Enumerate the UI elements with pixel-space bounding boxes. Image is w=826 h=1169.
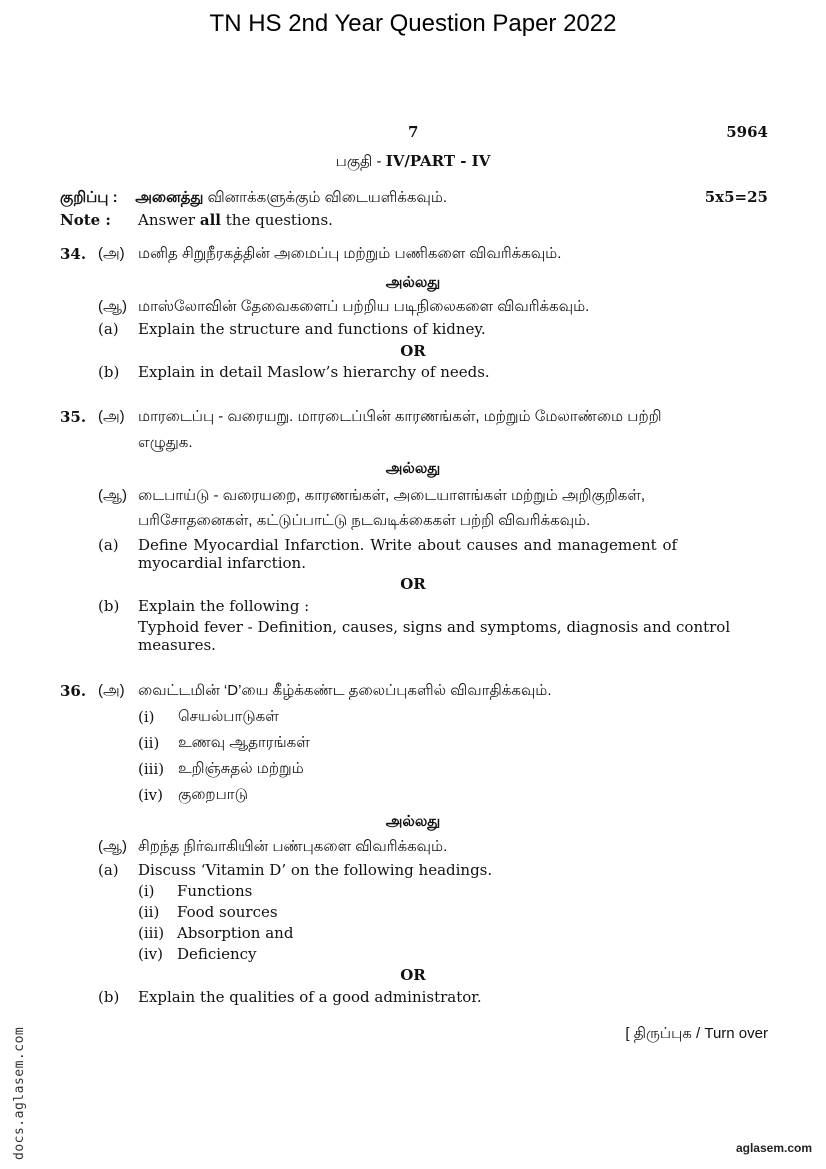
q34-b-english: Explain in detail Maslow’s hierarchy of needs. — [138, 363, 490, 381]
q34-b-marker: (b) — [98, 363, 120, 381]
q36-english-item-text: Food sources — [177, 903, 278, 921]
q35-a-tamil-marker: (அ) — [98, 408, 125, 425]
q36-or: OR — [400, 966, 426, 984]
q34-b-tamil-marker: (ஆ) — [98, 298, 127, 315]
q36-tamil-item-marker: (ii) — [138, 734, 160, 752]
turn-over-label: [ திருப்புக / Turn over — [625, 1025, 768, 1042]
instruction-tamil-bold: அனைத்து — [135, 189, 204, 206]
part-label-tamil: பகுதி - — [335, 153, 386, 170]
q36-b-marker: (b) — [98, 988, 120, 1006]
q36-english-item-marker: (iv) — [138, 945, 163, 963]
q36-english-item-text: Deficiency — [177, 945, 257, 963]
q36-a-tamil: வைட்டமின் ‘D’யை கீழ்க்கண்ட தலைப்புகளில் விவாதிக்கவும். — [138, 682, 552, 699]
paper-code: 5964 — [726, 123, 768, 141]
q34-or: OR — [400, 342, 426, 360]
note-text: Answer all the questions. — [138, 211, 333, 229]
q35-a-tamil-line1: மாரடைப்பு - வரையறு. மாரடைப்பின் காரணங்கள், மற்றும் மேலாண்மை பற்றி — [138, 408, 662, 425]
part-label-english: IV/PART - IV — [385, 152, 491, 170]
q36-b-tamil: சிறந்த நிர்வாகியின் பண்புகளை விவரிக்கவும். — [138, 838, 448, 855]
q36-english-item-marker: (i) — [138, 882, 155, 900]
q35-or: OR — [400, 575, 426, 593]
brand-watermark: aglasem.com — [735, 1141, 812, 1155]
q35-b-tamil-line2: பரிசோதனைகள், கட்டுப்பாட்டு நடவடிக்கைகள் பற்றி விவரிக்கவும். — [138, 512, 591, 529]
q36-tamil-item-marker: (i) — [138, 708, 155, 726]
q36-tamil-item-text: குறைபாடு — [178, 786, 249, 803]
q36-english-item-marker: (iii) — [138, 924, 165, 942]
q36-english-item-text: Absorption and — [177, 924, 294, 942]
q34-a-marker: (a) — [98, 320, 119, 338]
q36-tamil-item-text: உறிஞ்சுதல் மற்றும் — [178, 760, 304, 777]
q36-a-tamil-marker: (அ) — [98, 682, 125, 699]
q35-b-tamil-marker: (ஆ) — [98, 487, 127, 504]
part-heading — [0, 152, 826, 172]
q35-b-marker: (b) — [98, 597, 120, 615]
q34-a-english: Explain the structure and functions of kidney. — [138, 320, 486, 338]
q35-b-english-line1: Explain the following : — [138, 597, 310, 615]
page-banner-title: TN HS 2nd Year Question Paper 2022 — [209, 10, 617, 37]
q36-tamil-item-text: செயல்பாடுகள் — [178, 708, 279, 725]
question-36-number: 36. — [60, 682, 87, 700]
q35-a-tamil-line2: எழுதுக. — [138, 434, 193, 451]
q34-tamil-or: அல்லது — [385, 274, 441, 291]
q36-tamil-item-marker: (iv) — [138, 786, 163, 804]
q36-english-item-text: Functions — [177, 882, 253, 900]
q34-a-tamil: மனித சிறுநீரகத்தின் அமைப்பு மற்றும் பணிகளை விவரிக்கவும். — [138, 245, 562, 262]
q35-a-english-line1: Define Myocardial Infarction. Write about causes and management of — [138, 536, 678, 554]
instruction-tamil — [60, 188, 447, 208]
marks-label: 5x5=25 — [704, 188, 768, 206]
note-bold: all — [199, 211, 221, 229]
q35-b-english-line2: Typhoid fever - Definition, causes, signs and symptoms, diagnosis and control — [138, 618, 731, 636]
q36-a-english: Discuss ‘Vitamin D’ on the following headings. — [138, 861, 493, 879]
q36-tamil-or: அல்லது — [385, 813, 441, 830]
question-34-number: 34. — [60, 245, 87, 263]
q36-english-item-marker: (ii) — [138, 903, 160, 921]
q36-b-english: Explain the qualities of a good administrator. — [138, 988, 482, 1006]
page-number: 7 — [408, 123, 419, 141]
q34-a-tamil-marker: (அ) — [98, 245, 125, 262]
q35-b-tamil-line1: டைபாய்டு - வரையறை, காரணங்கள், அடையாளங்கள் மற்றும் அறிகுறிகள், — [138, 487, 646, 504]
q36-b-tamil-marker: (ஆ) — [98, 838, 127, 855]
q35-b-english-line3: measures. — [138, 636, 216, 654]
q35-a-english-line2: myocardial infarction. — [138, 554, 306, 572]
side-watermark: docs.aglasem.com — [12, 1026, 27, 1160]
q35-tamil-or: அல்லது — [385, 460, 441, 477]
instruction-tamil-label: குறிப்பு : — [60, 189, 118, 206]
q36-tamil-item-marker: (iii) — [138, 760, 165, 778]
question-35-number: 35. — [60, 408, 87, 426]
q35-a-marker: (a) — [98, 536, 119, 554]
q36-tamil-item-text: உணவு ஆதாரங்கள் — [178, 734, 310, 751]
note-label: Note : — [60, 211, 111, 229]
q36-a-marker: (a) — [98, 861, 119, 879]
instruction-tamil-text: வினாக்களுக்கும் விடையளிக்கவும். — [203, 189, 448, 206]
q34-b-tamil: மாஸ்லோவின் தேவைகளைப் பற்றிய படிநிலைகளை விவரிக்கவும். — [138, 298, 590, 315]
